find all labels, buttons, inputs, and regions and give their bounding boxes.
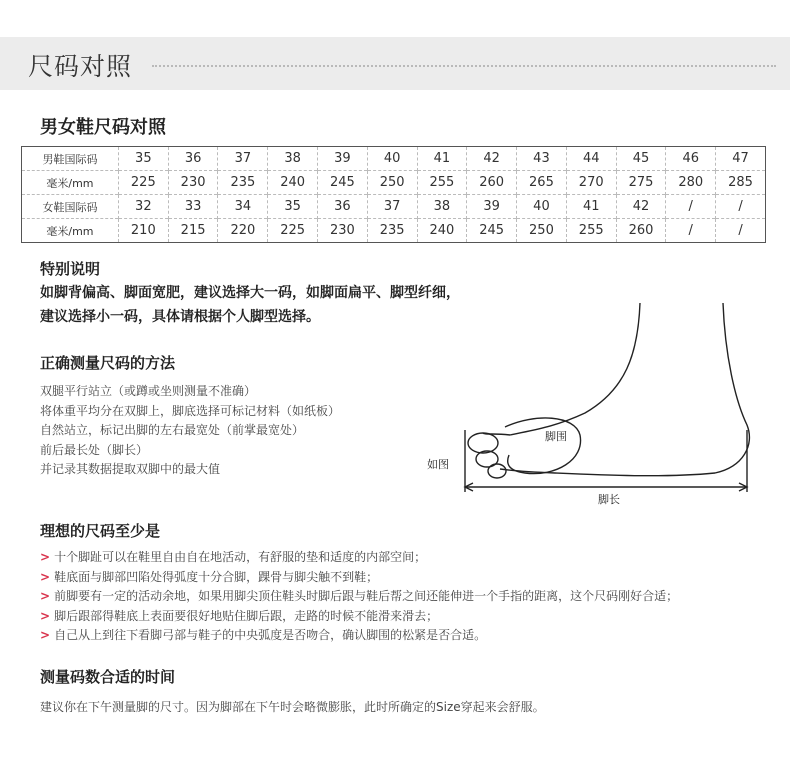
table-row bbox=[22, 147, 766, 171]
table-cell: 225 bbox=[268, 219, 318, 243]
table-cell: / bbox=[666, 195, 716, 219]
table-cell: 230 bbox=[168, 171, 218, 195]
table-cell: 35 bbox=[268, 195, 318, 219]
table-row bbox=[22, 195, 766, 219]
table-cell: 37 bbox=[367, 195, 417, 219]
special-line-2: 建议选择小一码，具体请根据个人脚型选择。 bbox=[40, 309, 320, 325]
table-cell: 41 bbox=[566, 195, 616, 219]
table-cell: 260 bbox=[616, 219, 666, 243]
table-cell: 46 bbox=[666, 147, 716, 171]
table-cell: 39 bbox=[318, 147, 368, 171]
arrow-icon: > bbox=[40, 589, 51, 603]
foot-diagram bbox=[425, 295, 765, 515]
table-cell: 235 bbox=[367, 219, 417, 243]
table-cell: 40 bbox=[367, 147, 417, 171]
size-table bbox=[21, 146, 766, 243]
table-cell: 220 bbox=[218, 219, 268, 243]
table-cell: 37 bbox=[218, 147, 268, 171]
table-cell: / bbox=[716, 195, 766, 219]
ideal-item: > 十个脚趾可以在鞋里自由自在地活动，有舒服的垫和适度的内部空间； bbox=[40, 550, 427, 564]
table-cell: 245 bbox=[318, 171, 368, 195]
table-cell: 275 bbox=[616, 171, 666, 195]
table-cell: 235 bbox=[218, 171, 268, 195]
table-cell: 230 bbox=[318, 219, 368, 243]
table-cell: 38 bbox=[417, 195, 467, 219]
row-label: 女鞋国际码 bbox=[22, 195, 119, 219]
table-cell: / bbox=[666, 219, 716, 243]
table-cell: 265 bbox=[517, 171, 567, 195]
table-cell: 225 bbox=[118, 171, 168, 195]
timing-title: 测量码数合适的时间 bbox=[40, 668, 176, 686]
table-row bbox=[22, 219, 766, 243]
length-label: 脚长 bbox=[598, 493, 620, 506]
table-cell: 240 bbox=[417, 219, 467, 243]
measure-step: 将体重平均分在双脚上，脚底选择可标记材料（如纸板） bbox=[40, 403, 341, 418]
arrow-icon: > bbox=[40, 608, 51, 623]
table-cell: 36 bbox=[318, 195, 368, 219]
special-title: 特别说明 bbox=[40, 260, 101, 278]
table-cell: 42 bbox=[467, 147, 517, 171]
ideal-list bbox=[40, 548, 678, 646]
ideal-item: > 鞋底面与脚部凹陷处得弧度十分合脚，踝骨与脚尖触不到鞋； bbox=[40, 569, 379, 584]
measure-steps bbox=[40, 382, 340, 480]
table-cell: 255 bbox=[566, 219, 616, 243]
table-cell: 44 bbox=[566, 147, 616, 171]
table-cell: 34 bbox=[218, 195, 268, 219]
timing-text: 建议你在下午测量脚的尺寸。因为脚部在下午时会略微膨胀，此时所确定的Size穿起来会舒服。 bbox=[40, 700, 545, 714]
table-cell: 42 bbox=[616, 195, 666, 219]
table-cell: 215 bbox=[168, 219, 218, 243]
table-cell: / bbox=[716, 219, 766, 243]
measure-step: 双腿平行站立（或蹲或坐则测量不准确） bbox=[40, 384, 257, 398]
measure-title: 正确测量尺码的方法 bbox=[40, 354, 176, 372]
measure-step: 自然站立，标记出脚的左右最宽处（前掌最宽处） bbox=[40, 423, 305, 437]
row-label: 男鞋国际码 bbox=[22, 147, 119, 171]
table-cell: 250 bbox=[367, 171, 417, 195]
table-cell: 33 bbox=[168, 195, 218, 219]
arrow-icon: > bbox=[40, 569, 51, 584]
table-cell: 40 bbox=[517, 195, 567, 219]
table-cell: 39 bbox=[467, 195, 517, 219]
row-label: 毫米/mm bbox=[22, 171, 119, 195]
table-cell: 45 bbox=[616, 147, 666, 171]
ideal-item: > 自己从上到往下看脚弓部与鞋子的中央弧度是否吻合，确认脚围的松紧是否合适。 bbox=[40, 628, 487, 642]
table-cell: 43 bbox=[517, 147, 567, 171]
table-cell: 260 bbox=[467, 171, 517, 195]
figure-label: 如图 bbox=[427, 458, 449, 471]
table-cell: 250 bbox=[517, 219, 567, 243]
table-cell: 36 bbox=[168, 147, 218, 171]
ideal-item: > 脚后跟部得鞋底上表面要很好地贴住脚后跟，走路的时候不能滑来滑去； bbox=[40, 608, 439, 623]
girth-label: 脚围 bbox=[545, 430, 567, 443]
row-label: 毫米/mm bbox=[22, 219, 119, 243]
arrow-icon: > bbox=[40, 628, 51, 642]
table-row bbox=[22, 171, 766, 195]
arrow-icon: > bbox=[40, 550, 51, 564]
foot-outline-icon bbox=[425, 295, 765, 515]
ideal-title: 理想的尺码至少是 bbox=[40, 522, 161, 540]
measure-step: 并记录其数据提取双脚中的最大值 bbox=[40, 462, 221, 476]
table-cell: 280 bbox=[666, 171, 716, 195]
size-section-title: 男女鞋尺码对照 bbox=[40, 117, 166, 138]
header-band bbox=[0, 37, 790, 90]
table-cell: 255 bbox=[417, 171, 467, 195]
ideal-item: > 前脚要有一定的活动余地，如果用脚尖顶住鞋头时脚后跟与鞋后帮之间还能伸进一个手指的距离，这个尺码刚好合适； bbox=[40, 589, 679, 603]
table-cell: 270 bbox=[566, 171, 616, 195]
table-cell: 240 bbox=[268, 171, 318, 195]
table-cell: 245 bbox=[467, 219, 517, 243]
table-cell: 35 bbox=[118, 147, 168, 171]
table-cell: 38 bbox=[268, 147, 318, 171]
page-title: 尺码对照 bbox=[28, 52, 133, 81]
special-line-1: 如脚背偏高、脚面宽肥，建议选择大一码，如脚面扁平、脚型纤细， bbox=[40, 285, 460, 301]
measure-step: 前后最长处（脚长） bbox=[40, 442, 149, 457]
table-cell: 32 bbox=[118, 195, 168, 219]
table-cell: 285 bbox=[716, 171, 766, 195]
table-cell: 41 bbox=[417, 147, 467, 171]
table-cell: 47 bbox=[716, 147, 766, 171]
header-divider bbox=[152, 65, 776, 67]
table-cell: 210 bbox=[118, 219, 168, 243]
